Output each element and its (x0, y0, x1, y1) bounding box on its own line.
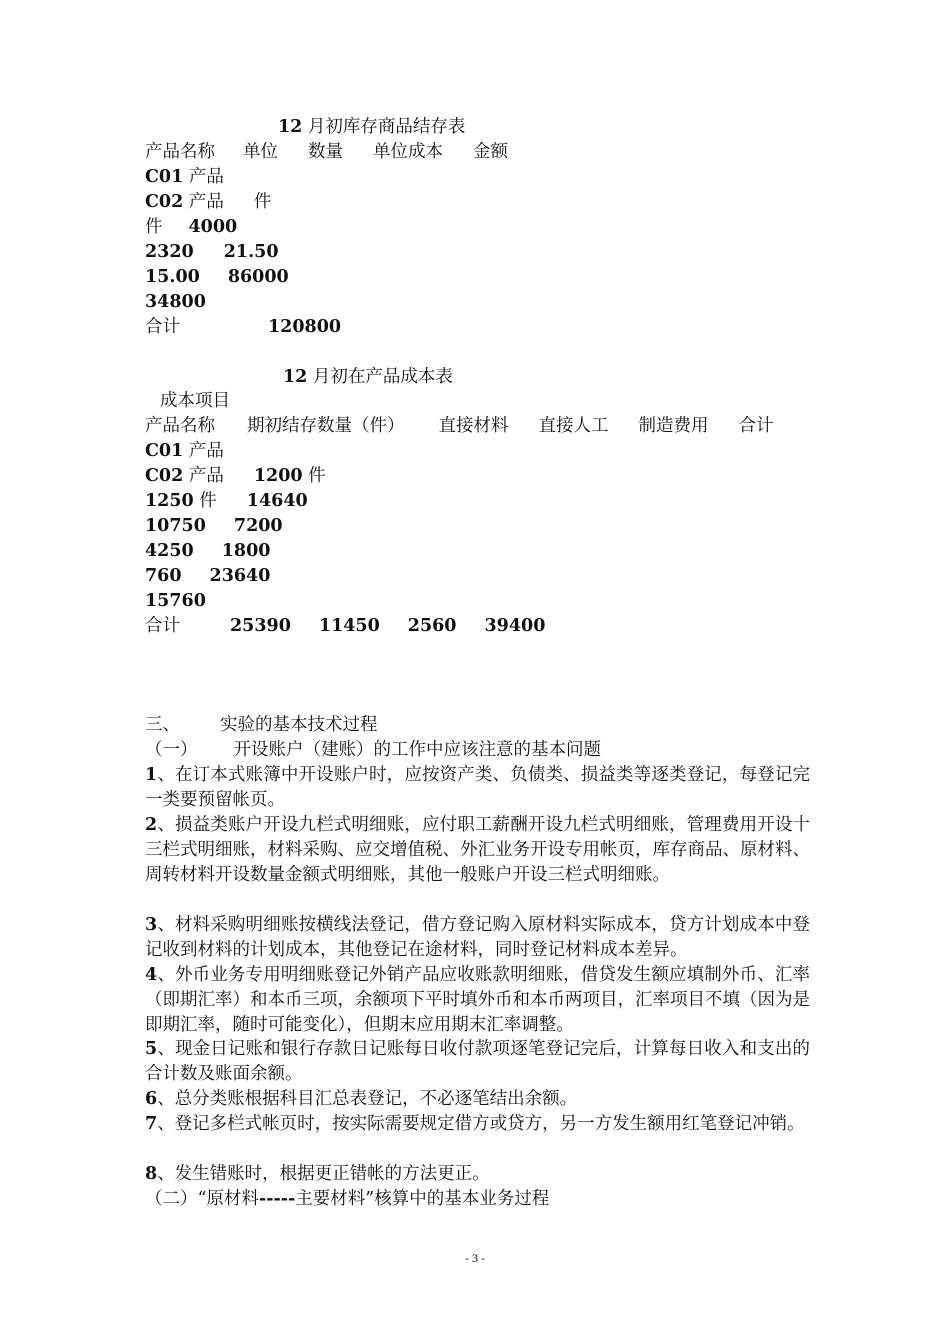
wip-subheader: 成本项目 (160, 391, 230, 411)
list-item: 1、在订本式账簿中开设账户时，应按资产类、负债类、损益类等逐类登记，每登记完一类要预留帐页。 (145, 765, 810, 810)
inventory-total: 合计 120800 (145, 317, 342, 337)
list-item: 8、发生错账时，根据更正错帐的方法更正。 (145, 1164, 490, 1184)
inventory-row: C01 产品 (145, 167, 224, 187)
inventory-title: 12 月初库存商品结存表 (278, 117, 466, 137)
wip-total: 合计 25390 11450 2560 39400 (145, 616, 546, 636)
inventory-header: 产品名称 单位 数量 单位成本 金额 (145, 142, 508, 162)
inventory-row: 34800 (145, 292, 206, 312)
inventory-row: 15.00 86000 (145, 267, 289, 287)
list-item: 6、总分类账根据科目汇总表登记，不必逐笔结出余额。 (145, 1089, 578, 1109)
list-item: 5、现金日记账和银行存款日记账每日收付款项逐笔登记完后，计算每日收入和支出的合计数及账面余额。 (145, 1039, 810, 1084)
wip-row: 4250 1800 (145, 541, 271, 561)
list-item: 7、登记多栏式帐页时，按实际需要规定借方或贷方，另一方发生额用红笔登记冲销。 (145, 1114, 805, 1134)
list-item: 2、损益类账户开设九栏式明细账，应付职工薪酬开设九栏式明细账，管理费用开设十三栏式明细账，材料采购、应交增值税、外汇业务开设专用帐页，库存商品、原材料、周转材料开设数量金额式明细账，其他一般账户开设三栏式明细账。 (145, 815, 810, 885)
wip-row: C02 产品 1200 件 (145, 466, 326, 486)
section-heading: 三、 实验的基本技术过程 (145, 715, 378, 735)
inventory-row: C02 产品 件 (145, 192, 272, 212)
subsection-heading: （一） 开设账户（建账）的工作中应该注意的基本问题 (145, 740, 601, 760)
wip-title: 12 月初在产品成本表 (283, 367, 453, 387)
list-item: 3、材料采购明细账按横线法登记，借方登记购入原材料实际成本，贷方计划成本中登记收到材料的计划成本，其他登记在途材料，同时登记材料成本差异。 (145, 915, 810, 960)
wip-header: 产品名称 期初结存数量（件） 直接材料 直接人工 制造费用 合计 (145, 416, 774, 436)
list-item: 4、外币业务专用明细账登记外销产品应收账款明细账，借贷发生额应填制外币、汇率（即期汇率）和本币三项，余额项下平时填外币和本币两项目，汇率项目不填（因为是即期汇率，随时可能变化），但期末应用期末汇率调整。 (145, 965, 810, 1035)
wip-row: C01 产品 (145, 441, 224, 461)
subsection-heading: （二）“原材料-----主要材料”核算中的基本业务过程 (145, 1189, 550, 1209)
inventory-row: 2320 21.50 (145, 242, 279, 262)
wip-row: 15760 (145, 591, 206, 611)
wip-row: 1250 件 14640 (145, 491, 308, 511)
inventory-row: 件 4000 (145, 217, 238, 237)
wip-row: 760 23640 (145, 566, 271, 586)
page-number: - 3 - (465, 1251, 485, 1265)
wip-row: 10750 7200 (145, 516, 283, 536)
